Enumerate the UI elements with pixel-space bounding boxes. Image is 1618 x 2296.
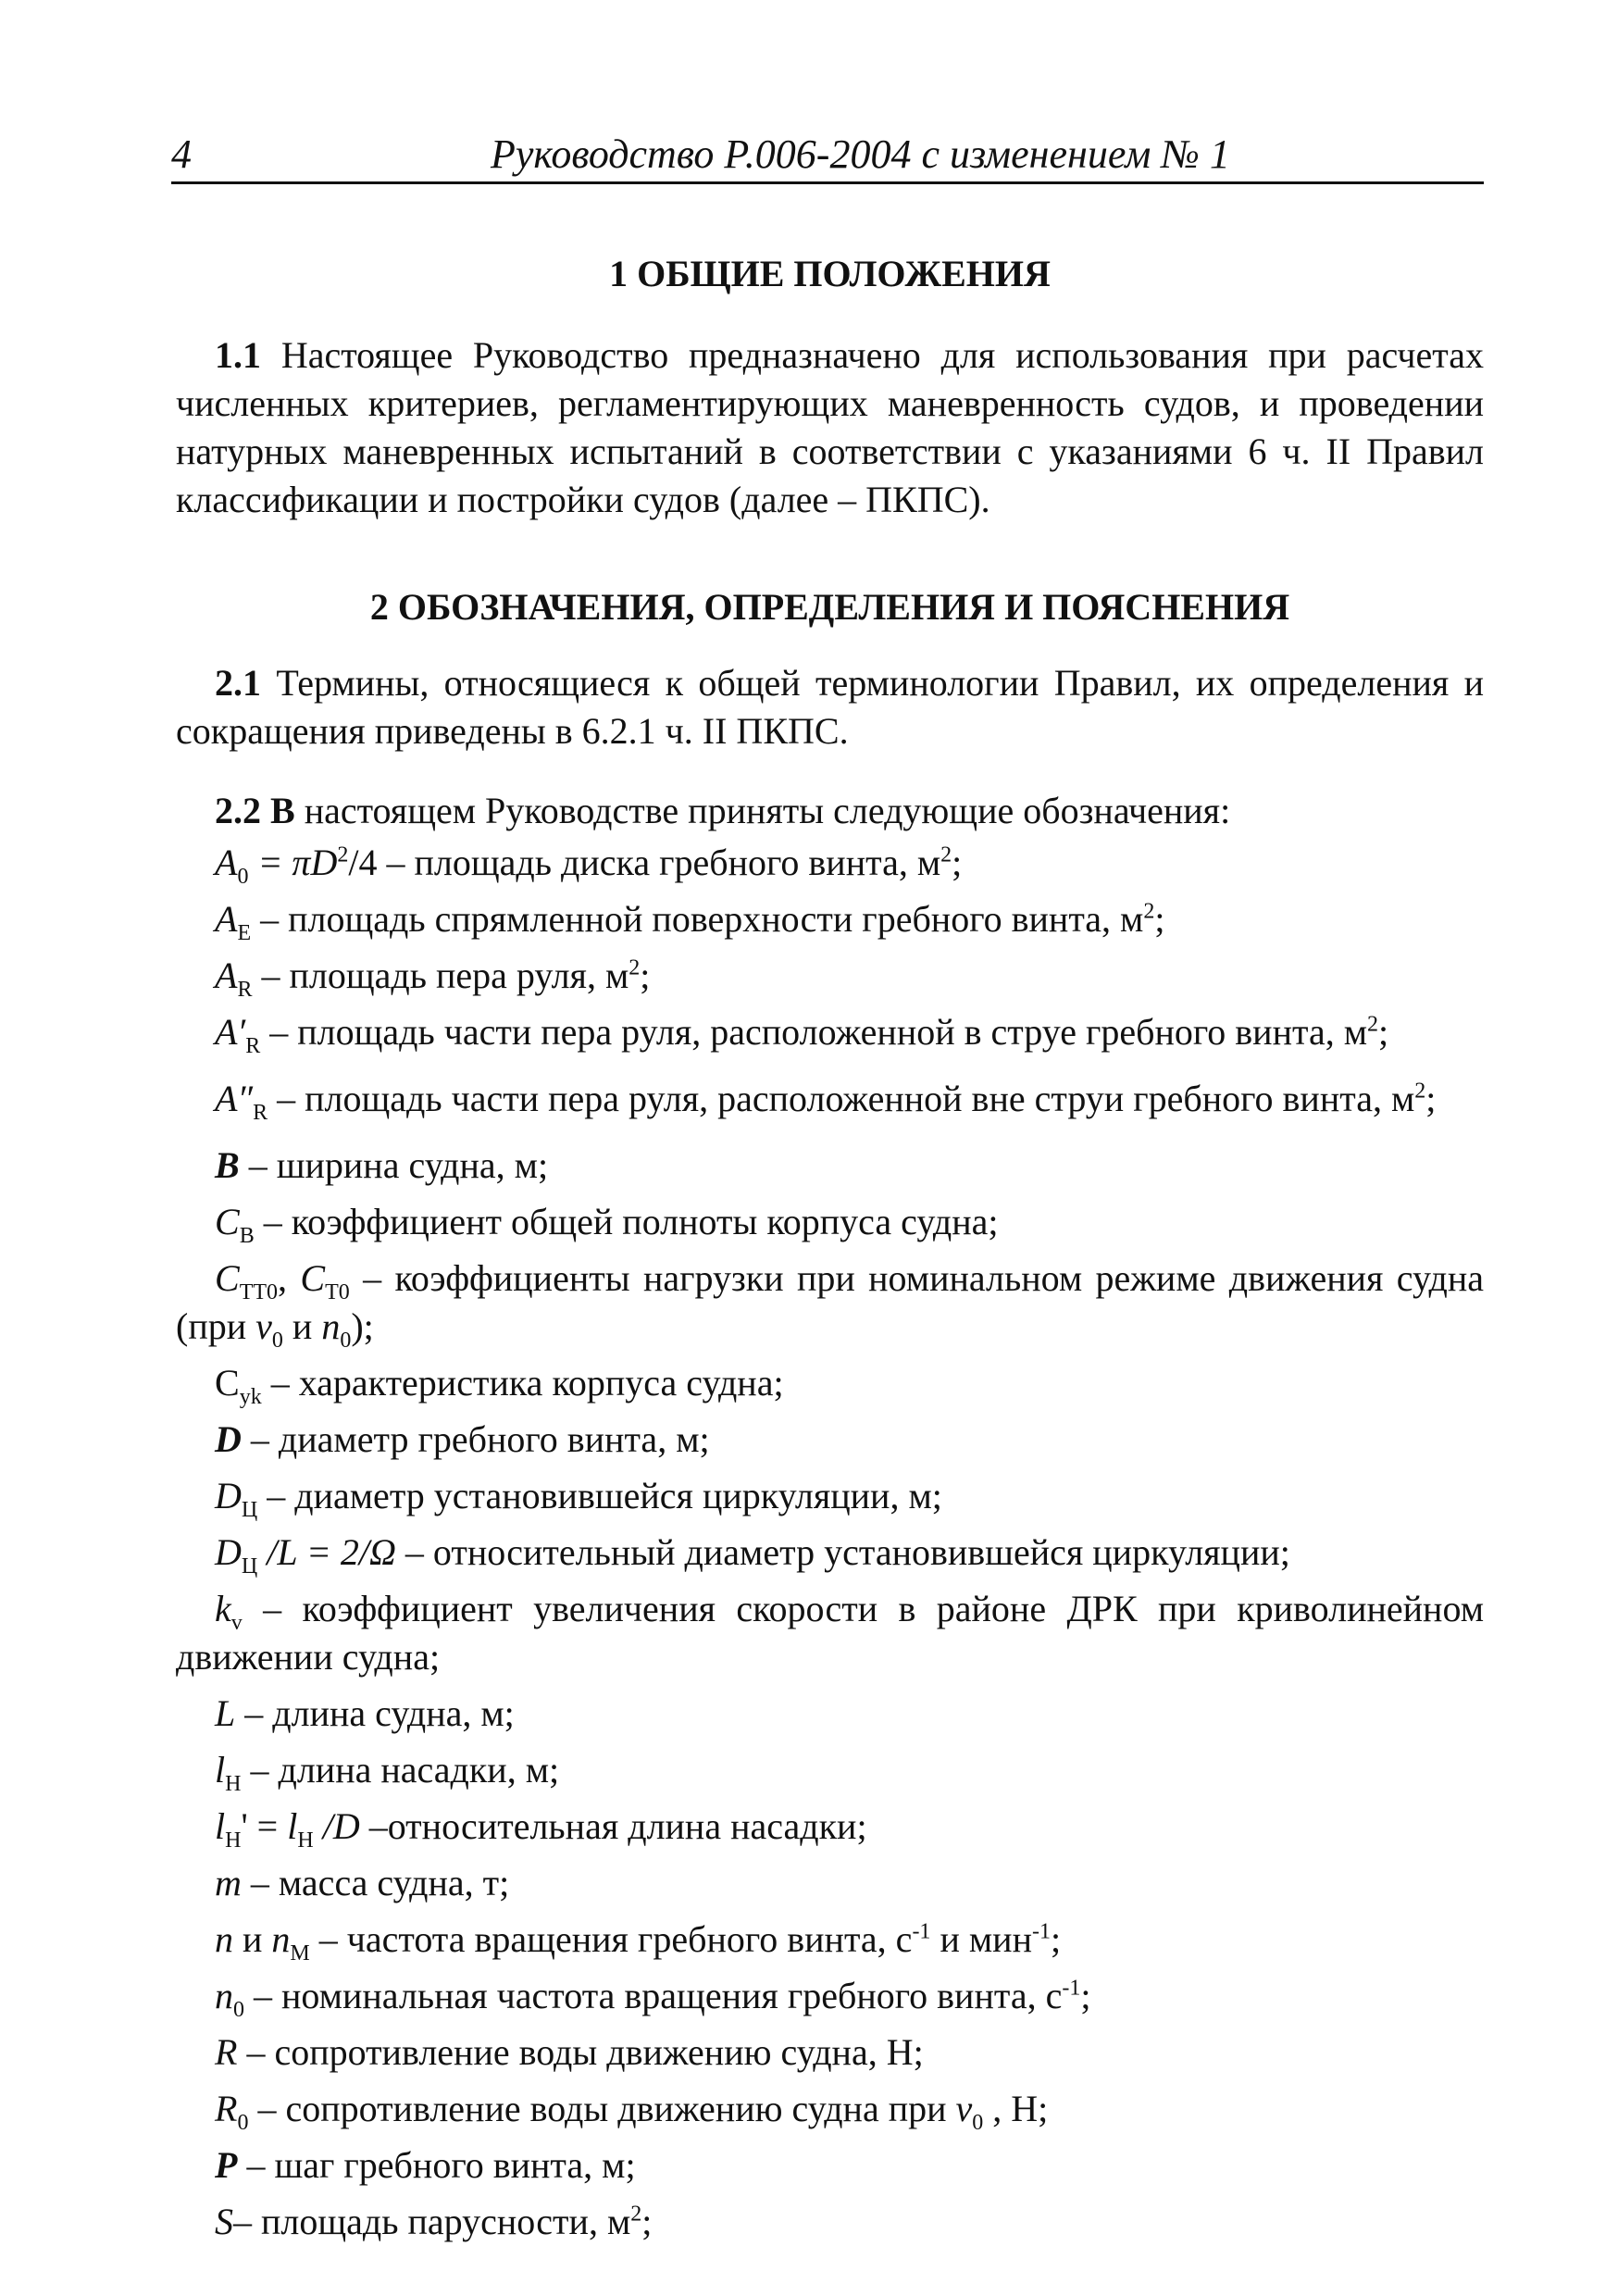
definition-text: – диаметр установившейся циркуляции, м; <box>267 1475 942 1516</box>
definition-cb <box>176 1198 1484 1246</box>
subscript: M <box>290 1941 310 1965</box>
definition-lh-relative <box>176 1803 1484 1851</box>
symbol: D <box>215 1475 242 1516</box>
subscript: 0 <box>237 865 249 889</box>
symbol: D <box>215 1531 242 1573</box>
symbol: R <box>215 2088 238 2129</box>
symbol: A″ <box>215 1078 254 1119</box>
subscript: 0 <box>237 2111 249 2135</box>
definition-s <box>176 2198 1484 2246</box>
unit-superscript: 2 <box>629 955 641 980</box>
definition-dc-l <box>176 1529 1484 1577</box>
terminator: ; <box>1425 1078 1437 1119</box>
symbol: v <box>255 1305 272 1347</box>
superscript: -1 <box>1062 1976 1081 2001</box>
subscript: 0 <box>340 1329 352 1353</box>
symbol: R <box>215 2031 238 2073</box>
running-title: Руководство Р.006-2004 с изменением № 1 <box>491 131 1230 177</box>
definition-p <box>176 2141 1484 2190</box>
terminator: ; <box>1080 1975 1091 2016</box>
paragraph-text: Термины, относящиеся к общей терминологии Правил, их определения и сокращения приведены в 6.2.1 ч. II ПКПС. <box>176 662 1484 752</box>
terminator: ; <box>952 842 963 883</box>
clause-number: 2.1 <box>215 662 261 704</box>
definition-text: – номинальная частота вращения гребного винта, с <box>254 1975 1063 2016</box>
paragraph-1-1 <box>176 331 1484 524</box>
unit-superscript: 2 <box>1414 1079 1426 1104</box>
subscript: H <box>225 1828 242 1853</box>
definition-b <box>176 1142 1484 1190</box>
formula: /L = 2/Ω <box>267 1531 396 1573</box>
terminator: ); <box>351 1305 374 1347</box>
subscript: TT0 <box>239 1280 279 1304</box>
section-2-heading: 2 ОБОЗНАЧЕНИЯ, ОПРЕДЕЛЕНИЯ И ПОЯСНЕНИЯ <box>369 586 1290 628</box>
definition-text: – коэффициенты нагрузки при номинальном режиме движения судна (при <box>176 1257 1485 1347</box>
subscript: R <box>253 1101 268 1125</box>
definition-lh <box>176 1746 1484 1794</box>
subscript: H <box>225 1772 242 1796</box>
definition-text: и мин <box>940 1918 1032 1960</box>
symbol: n <box>271 1918 291 1960</box>
symbol: n <box>215 1918 233 1960</box>
subscript: 0 <box>271 1329 283 1353</box>
symbol: v <box>955 2088 973 2129</box>
symbol: m <box>215 1862 242 1903</box>
terminator: ; <box>1050 1918 1062 1960</box>
paragraph-2-2 <box>176 787 1484 835</box>
conjunction: и <box>292 1305 313 1347</box>
definition-text: – площадь спрямленной поверхности гребного винта, м <box>260 898 1144 940</box>
subscript: v <box>230 1611 243 1635</box>
definition-text: – площадь диска гребного винта, м <box>386 842 941 883</box>
symbol: L <box>215 1692 236 1734</box>
separator: , <box>278 1257 288 1299</box>
clause-lead-word: В <box>270 790 295 831</box>
symbol: k <box>215 1588 231 1629</box>
terminator: ; <box>1154 898 1165 940</box>
clause-number: 2.2 <box>215 790 261 831</box>
definition-text: – сопротивление воды движению судна при <box>257 2088 947 2129</box>
subscript: E <box>237 921 252 945</box>
definition-text: – длина судна, м; <box>244 1692 515 1734</box>
terminator: ; <box>641 2201 653 2242</box>
terminator: , Н; <box>992 2088 1049 2129</box>
symbol: A′ <box>215 1011 246 1053</box>
definition-n <box>176 1915 1484 1964</box>
terminator: ; <box>640 955 651 996</box>
superscript: -1 <box>1031 1919 1051 1944</box>
symbol: D <box>215 1418 242 1460</box>
symbol: A <box>215 898 238 940</box>
symbol: A <box>215 842 238 883</box>
paragraph-text: Настоящее Руководство предназначено для использования при расчетах численных критериев, регламентирующих маневренность судов, и проведении натурных маневренных испытаний в соответствии с указаниями 6 ч. II Правил классификации и постройки судов (далее – ПКПС). <box>176 334 1485 520</box>
definition-text: – шаг гребного винта, м; <box>246 2144 636 2186</box>
paragraph-text: настоящем Руководстве приняты следующие обозначения: <box>304 790 1231 831</box>
definition-ar <box>176 952 1484 1000</box>
subscript: T0 <box>325 1280 350 1304</box>
definition-m <box>176 1859 1484 1907</box>
definition-n0 <box>176 1972 1484 2020</box>
superscript: -1 <box>912 1919 931 1944</box>
symbol: A <box>215 955 238 996</box>
definition-text: – площадь части пера руля, расположенной вне струи гребного винта, м <box>277 1078 1415 1119</box>
subscript: 0 <box>233 1998 244 2022</box>
clause-number: 1.1 <box>215 334 261 376</box>
definition-text: – масса судна, т; <box>250 1862 510 1903</box>
definition-text: – длина насадки, м; <box>250 1749 560 1791</box>
subscript: Ц <box>241 1498 258 1522</box>
definition-text: – частота вращения гребного винта, с <box>318 1918 913 1960</box>
running-header <box>171 130 1484 184</box>
unit-superscript: 2 <box>1143 899 1155 924</box>
symbol: C <box>300 1257 326 1299</box>
definition-kv <box>176 1585 1484 1681</box>
definition-a0 <box>176 839 1484 887</box>
subscript: B <box>239 1224 255 1248</box>
definition-text: – площадь парусности, м <box>233 2201 631 2242</box>
definition-text: – площадь части пера руля, расположенной в струе гребного винта, м <box>269 1011 1368 1053</box>
subscript: yk <box>239 1385 262 1409</box>
subscript: R <box>237 978 253 1002</box>
superscript: 2 <box>337 842 349 867</box>
definition-text: – сопротивление воды движению судна, Н; <box>246 2031 924 2073</box>
definition-ar-double-prime <box>176 1075 1484 1123</box>
symbol: l <box>215 1805 226 1847</box>
definition-d <box>176 1416 1484 1464</box>
definition-ctt0 <box>176 1254 1484 1351</box>
definition-dc <box>176 1472 1484 1520</box>
symbol: l <box>215 1749 226 1791</box>
unit-superscript: 2 <box>940 842 952 867</box>
superscript: 2 <box>630 2202 642 2227</box>
definition-ae <box>176 895 1484 943</box>
symbol: C <box>215 1201 240 1242</box>
definition-text: – коэффициент общей полноты корпуса судна; <box>263 1201 999 1242</box>
definition-text: – ширина судна, м; <box>248 1144 549 1186</box>
symbol: n <box>215 1975 233 2016</box>
subscript: H <box>297 1828 314 1853</box>
subscript: 0 <box>972 2111 984 2135</box>
symbol: B <box>215 1144 240 1186</box>
formula: = πD <box>257 842 338 883</box>
subscript: R <box>245 1034 261 1058</box>
definition-text: – относительный диаметр установившейся циркуляции; <box>404 1531 1290 1573</box>
prime-equals: ' = <box>241 1805 279 1847</box>
section-1-heading: 1 ОБЩИЕ ПОЛОЖЕНИЯ <box>609 253 1051 294</box>
symbol: P <box>215 2144 238 2186</box>
symbol: l <box>287 1805 298 1847</box>
terminator: ; <box>1378 1011 1389 1053</box>
unit-superscript: 2 <box>1367 1012 1379 1037</box>
definition-text: – диаметр гребного винта, м; <box>250 1418 710 1460</box>
page-number: 4 <box>171 131 192 177</box>
definition-text: – характеристика корпуса судна; <box>270 1362 784 1404</box>
symbol: C <box>215 1257 240 1299</box>
definition-l <box>176 1690 1484 1738</box>
definition-r <box>176 2028 1484 2077</box>
symbol: n <box>321 1305 341 1347</box>
page-content <box>176 250 1484 2254</box>
paragraph-2-1 <box>176 659 1484 755</box>
definition-text: –относительная длина насадки; <box>368 1805 867 1847</box>
subscript: Ц <box>241 1554 258 1578</box>
definition-r0 <box>176 2085 1484 2133</box>
formula: /D <box>322 1805 360 1847</box>
symbol: C <box>215 1362 240 1404</box>
formula-end: /4 <box>348 842 378 883</box>
symbol: S <box>215 2201 233 2242</box>
conjunction: и <box>243 1918 263 1960</box>
definition-text: – коэффициент увеличения скорости в районе ДРК при криволинейном движении судна; <box>176 1588 1485 1678</box>
definition-ar-prime <box>176 1008 1484 1056</box>
definition-text: – площадь пера руля, м <box>261 955 629 996</box>
definition-cyk <box>176 1359 1484 1407</box>
